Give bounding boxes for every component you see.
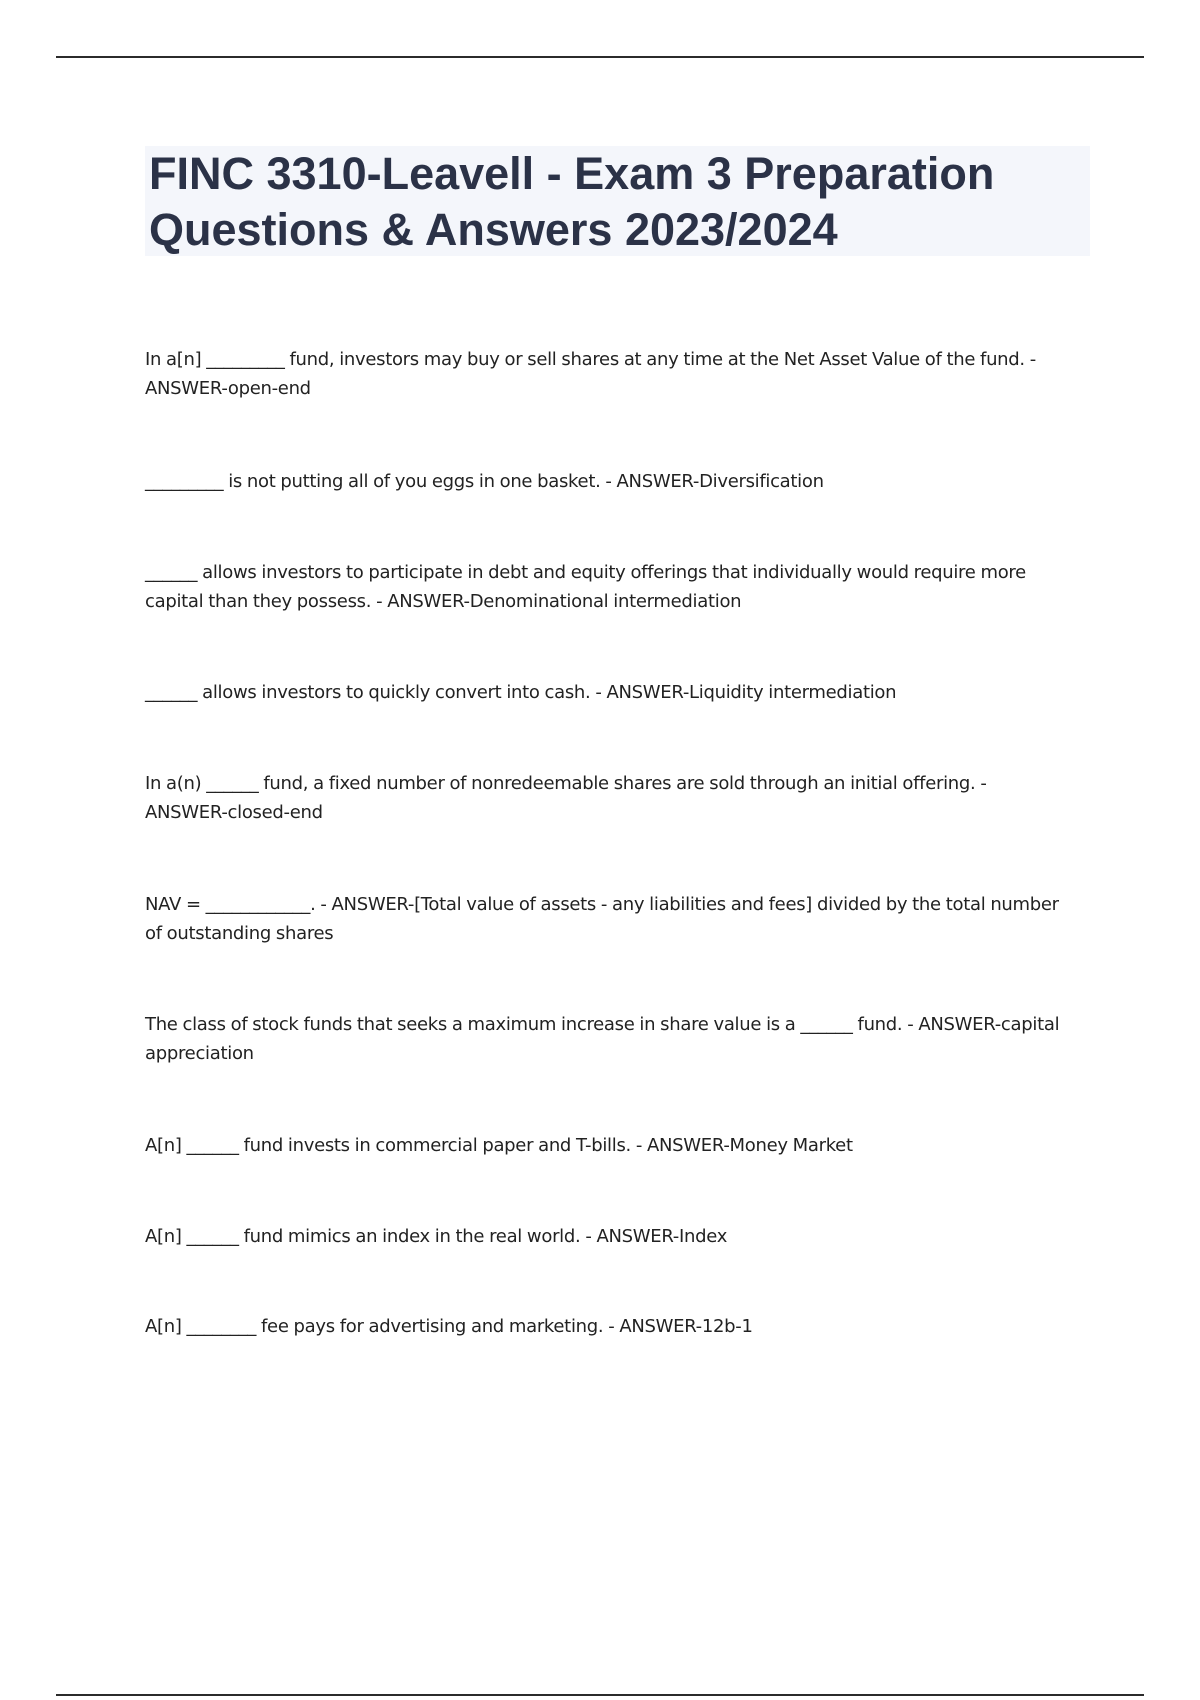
qa-line: ANSWER-open-end	[145, 378, 311, 399]
qa-item-9	[145, 1222, 1100, 1251]
qa-line: capital than they possess. - ANSWER-Denominational intermediation	[145, 591, 742, 612]
qa-line: ANSWER-closed-end	[145, 802, 323, 823]
qa-line: In a[n] _________ fund, investors may buy or sell shares at any time at the Net Asset Value of the fund. -	[145, 349, 1036, 370]
qa-line: A[n] ______ fund mimics an index in the real world. - ANSWER-Index	[145, 1226, 728, 1247]
qa-line: The class of stock funds that seeks a maximum increase in share value is a ______ fund. - ANSWER-capital	[145, 1014, 1060, 1035]
qa-line: _________ is not putting all of you eggs in one basket. - ANSWER-Diversification	[145, 471, 824, 492]
qa-item-3	[145, 558, 1100, 616]
qa-item-10	[145, 1312, 1100, 1341]
qa-line: ______ allows investors to participate in debt and equity offerings that individually would require more	[145, 562, 1026, 583]
document-title	[145, 146, 1090, 256]
qa-line: NAV = ____________. - ANSWER-[Total value of assets - any liabilities and fees] divided by the total number	[145, 894, 1059, 915]
qa-line: of outstanding shares	[145, 923, 334, 944]
qa-item-2	[145, 467, 1100, 496]
qa-item-5	[145, 769, 1100, 827]
qa-line: A[n] ______ fund invests in commercial paper and T-bills. - ANSWER-Money Market	[145, 1135, 853, 1156]
qa-line: A[n] ________ fee pays for advertising and marketing. - ANSWER-12b-1	[145, 1316, 753, 1337]
qa-item-1	[145, 345, 1100, 403]
bottom-rule	[56, 1694, 1144, 1696]
qa-line: appreciation	[145, 1043, 254, 1064]
qa-line: ______ allows investors to quickly convert into cash. - ANSWER-Liquidity intermediation	[145, 682, 897, 703]
qa-item-7	[145, 1010, 1100, 1068]
qa-item-4	[145, 678, 1100, 707]
title-line-1: FINC 3310-Leavell - Exam 3 Preparation	[149, 148, 995, 199]
qa-item-8	[145, 1131, 1100, 1160]
title-line-2: Questions & Answers 2023/2024	[149, 204, 838, 255]
top-rule	[56, 56, 1144, 58]
qa-item-6	[145, 890, 1100, 948]
qa-line: In a(n) ______ fund, a fixed number of nonredeemable shares are sold through an initial offering. -	[145, 773, 987, 794]
